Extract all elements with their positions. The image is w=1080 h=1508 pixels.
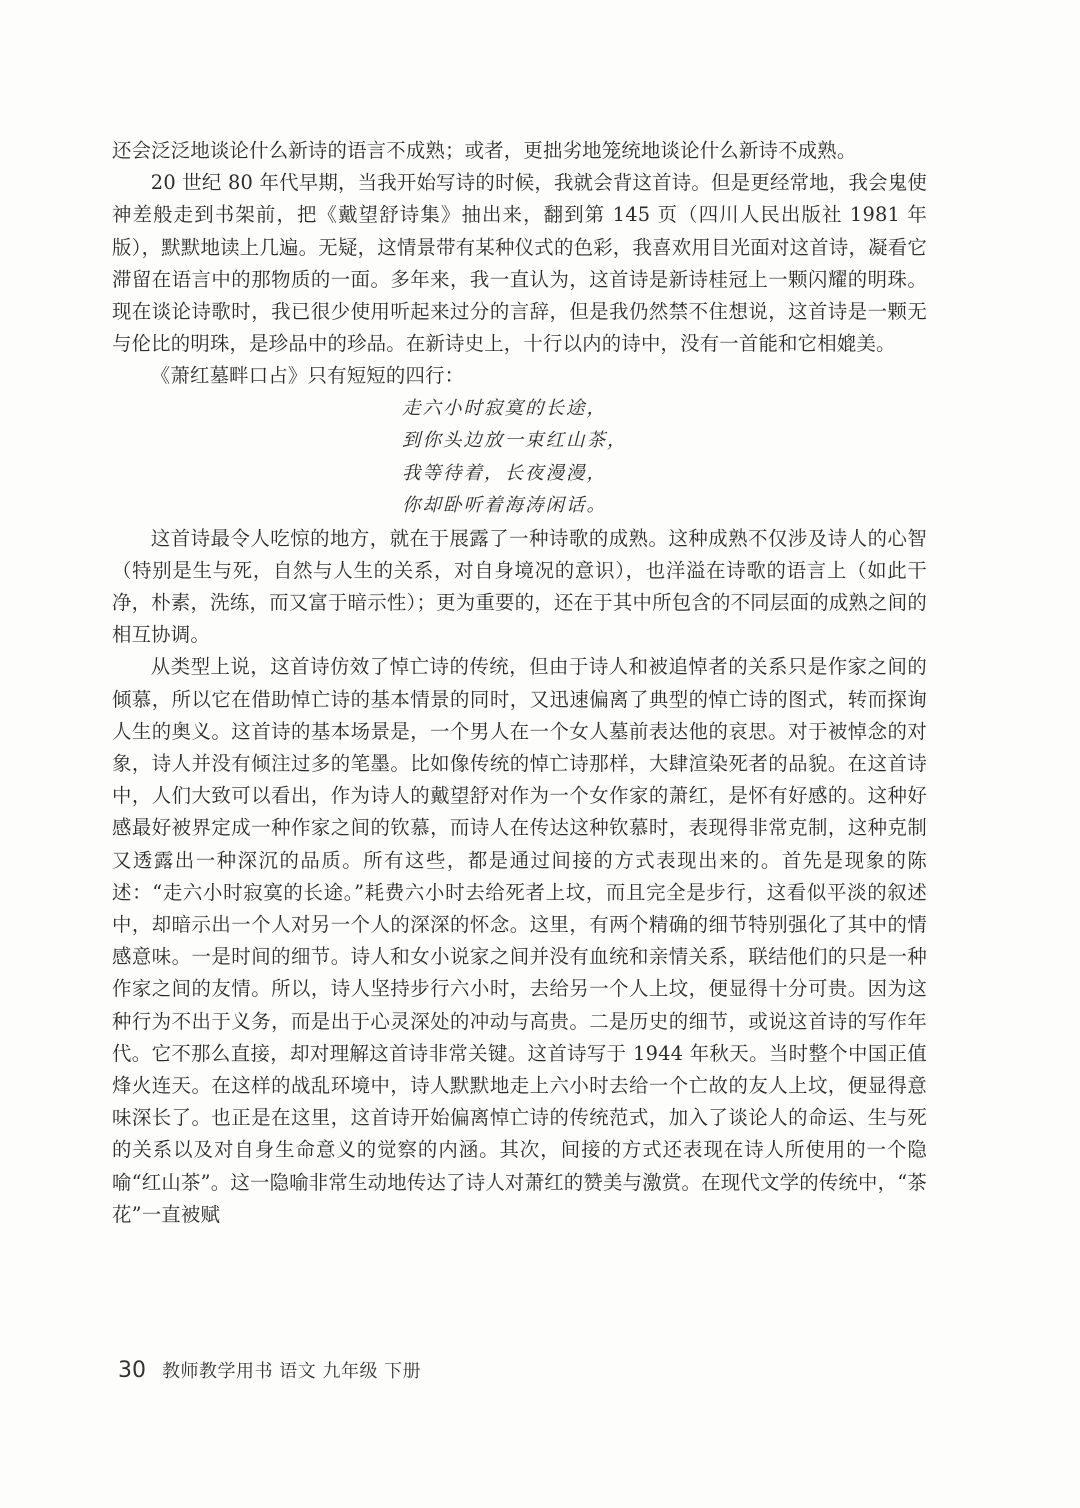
paragraph-poem-intro: 《萧红墓畔口占》只有短短的四行： [150,364,465,388]
paragraph-memory: 20 世纪 80 年代早期，当我开始写诗的时候，我就会背这首诗。但是更经常地，我会鬼使神差般走到书架前，把《戴望舒诗集》抽出来，翻到第 145 页（四川人民出版社 1981 年版），默默地读上几遍。无疑，这情景带有某种仪式的色彩，我喜欢用目光面对这首诗，凝看它滞留在语言中的那物质的一面。多年来，我一直认为，这首诗是新诗桂冠上一颗闪耀的明珠。现在谈论诗歌时，我已很少使用听起来过分的言辞，但是我仍然禁不住想说，这首诗是一颗无与伦比的明珠，是珍品中的珍品。在新诗史上，十行以内的诗中，没有一首能和它相媲美。 [112,171,927,356]
book-title: 教师教学用书 语文 九年级 下册 [162,1361,422,1382]
poem-line: 我等待着，长夜漫漫， [402,462,608,484]
poem-line: 你却卧听着海涛闲话。 [402,495,608,517]
page-body [112,135,927,1231]
paragraph-maturity: 这首诗最令人吃惊的地方，就在于展露了一种诗歌的成熟。这种成熟不仅涉及诗人的心智（特别是生与死，自然与人生的关系，对自身境况的意识），也洋溢在诗歌的语言上（如此干净，朴素，洗练，而又富于暗示性）；更为重要的，还在于其中所包含的不同层面的成熟之间的相互协调。 [112,526,927,647]
poem-line: 到你头边放一束红山茶， [402,430,628,452]
page-number: 30 [118,1358,146,1383]
page-footer [118,1357,421,1383]
poem-block [112,393,927,523]
poem-line: 走六小时寂寞的长途， [402,397,608,419]
paragraph-continuation: 还会泛泛地谈论什么新诗的语言不成熟；或者，更拙劣地笼统地谈论什么新诗不成熟。 [112,139,857,162]
paragraph-elegy-analysis: 从类型上说，这首诗仿效了悼亡诗的传统，但由于诗人和被追悼者的关系只是作家之间的倾慕，所以它在借助悼亡诗的基本情景的同时，又迅速偏离了典型的悼亡诗的图式，转而探询人生的奥义。这首诗的基本场景是，一个男人在一个女人墓前表达他的哀思。对于被悼念的对象，诗人并没有倾注过多的笔墨。比如像传统的悼亡诗那样，大肆渲染死者的品貌。在这首诗中，人们大致可以看出，作为诗人的戴望舒对作为一个女作家的萧红，是怀有好感的。这种好感最好被界定成一种作家之间的钦慕，而诗人在传达这种钦慕时，表现得非常克制，这种克制又透露出一种深沉的品质。所有这些，都是通过间接的方式表现出来的。首先是现象的陈述：“走六小时寂寞的长途。”耗费六小时去给死者上坟，而且完全是步行，这看似平淡的叙述中，却暗示出一个人对另一个人的深深的怀念。这里，有两个精确的细节特别强化了其中的情感意味。一是时间的细节。诗人和女小说家之间并没有血统和亲情关系，联结他们的只是一种作家之间的友情。所以，诗人坚持步行六小时，去给另一个人上坟，便显得十分可贵。因为这种行为不出于义务，而是出于心灵深处的冲动与高贵。二是历史的细节，或说这首诗的写作年代。它不那么直接，却对理解这首诗非常关键。这首诗写于 1944 年秋天。当时整个中国正值烽火连天。在这样的战乱环境中，诗人默默地走上六小时去给一个亡故的友人上坟，便显得意味深长了。也正是在这里，这首诗开始偏离悼亡诗的传统范式，加入了谈论人的命运、生与死的关系以及对自身生命意义的觉察的内涵。其次，间接的方式还表现在诗人所使用的一个隐喻“红山茶”。这一隐喻非常生动地传达了诗人对萧红的赞美与激赏。在现代文学的传统中，“茶花”一直被赋 [112,655,927,1226]
